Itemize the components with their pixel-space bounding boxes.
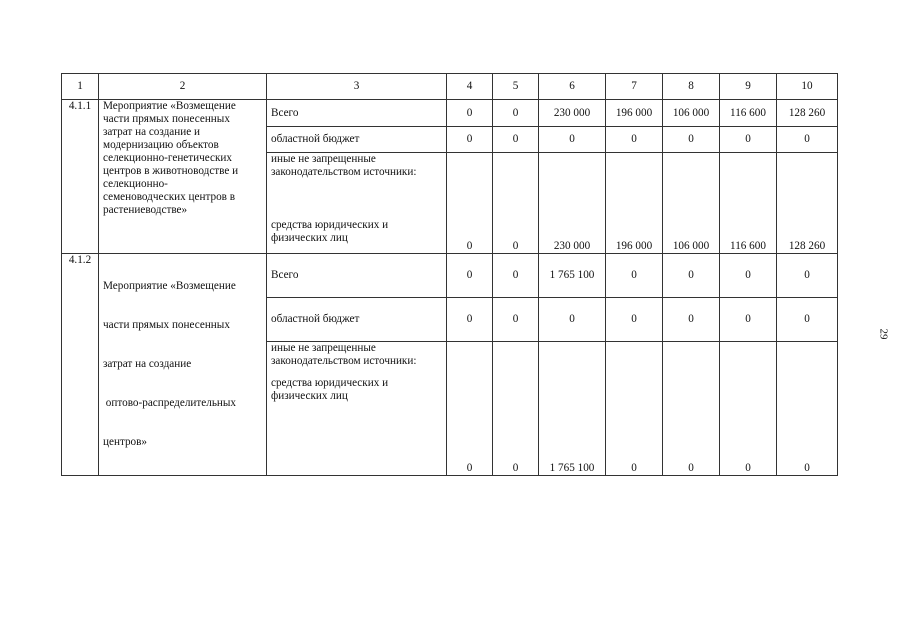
header-cell: 3 — [267, 74, 447, 100]
desc-line: центров в животноводстве и — [103, 165, 239, 177]
header-cell: 10 — [777, 74, 838, 100]
value-cell: 0 — [663, 298, 720, 342]
source-other-line: иные не запрещенные — [271, 342, 376, 355]
desc-line: Мероприятие «Возмещение — [103, 100, 236, 112]
header-cell: 5 — [493, 74, 539, 100]
value-cell: 0 — [777, 127, 838, 153]
source-total: Всего — [267, 100, 447, 127]
value-cell: 106 000 — [663, 153, 720, 254]
header-cell: 9 — [720, 74, 777, 100]
value-cell: 0 — [539, 298, 606, 342]
budget-table — [61, 73, 838, 476]
row-description — [99, 100, 267, 254]
value-cell: 0 — [493, 342, 539, 476]
desc-line: центров» — [103, 436, 148, 448]
desc-line: растениеводстве» — [103, 204, 188, 216]
value-cell: 0 — [777, 254, 838, 298]
value-cell: 0 — [777, 342, 838, 476]
value-cell: 0 — [606, 298, 663, 342]
row-description — [99, 254, 267, 476]
header-cell: 4 — [447, 74, 493, 100]
page-number: 29 — [877, 328, 890, 340]
table-row — [62, 254, 838, 298]
value-cell: 0 — [606, 254, 663, 298]
value-cell: 1 765 100 — [539, 342, 606, 476]
desc-line: семеноводческих центров в — [103, 191, 236, 203]
source-other-line: иные не запрещенные — [271, 153, 376, 165]
value-cell: 0 — [720, 342, 777, 476]
desc-line: модернизацию объектов — [103, 139, 219, 151]
value-cell: 0 — [777, 298, 838, 342]
value-cell: 116 600 — [720, 153, 777, 254]
header-cell: 6 — [539, 74, 606, 100]
source-regional: областной бюджет — [267, 127, 447, 153]
value-cell: 0 — [720, 298, 777, 342]
value-cell: 0 — [447, 342, 493, 476]
source-other — [267, 342, 447, 476]
value-cell: 106 000 — [663, 100, 720, 127]
desc-line: затрат на создание и — [103, 126, 200, 138]
value-cell: 0 — [720, 127, 777, 153]
value-cell: 128 260 — [777, 100, 838, 127]
value-cell: 128 260 — [777, 153, 838, 254]
value-cell: 0 — [606, 342, 663, 476]
desc-line: части прямых понесенных — [103, 319, 230, 331]
header-cell: 2 — [99, 74, 267, 100]
source-other-line: законодательством источники: — [271, 355, 417, 368]
desc-line: затрат на создание — [103, 358, 192, 370]
value-cell: 0 — [539, 127, 606, 153]
desc-line: селекционно-генетических — [103, 152, 233, 164]
header-cell: 8 — [663, 74, 720, 100]
value-cell: 0 — [447, 153, 493, 254]
value-cell: 1 765 100 — [539, 254, 606, 298]
value-cell: 0 — [663, 127, 720, 153]
header-cell: 1 — [62, 74, 99, 100]
value-cell: 196 000 — [606, 100, 663, 127]
source-legal-line: физических лиц — [271, 232, 348, 244]
value-cell: 0 — [447, 127, 493, 153]
value-cell: 0 — [663, 342, 720, 476]
value-cell: 0 — [493, 153, 539, 254]
value-cell: 0 — [663, 254, 720, 298]
desc-line: Мероприятие «Возмещение — [103, 280, 236, 292]
value-cell: 196 000 — [606, 153, 663, 254]
value-cell: 116 600 — [720, 100, 777, 127]
source-legal-line: физических лиц — [271, 390, 348, 403]
header-cell: 7 — [606, 74, 663, 100]
desc-line: селекционно- — [103, 178, 168, 190]
value-cell: 0 — [493, 254, 539, 298]
header-row — [62, 74, 838, 100]
value-cell: 0 — [720, 254, 777, 298]
value-cell: 0 — [493, 298, 539, 342]
row-code: 4.1.2 — [62, 254, 99, 476]
value-cell: 0 — [447, 254, 493, 298]
row-code: 4.1.1 — [62, 100, 99, 254]
source-legal-line: средства юридических и — [271, 219, 389, 231]
value-cell: 230 000 — [539, 153, 606, 254]
desc-line: оптово-распределительных — [103, 397, 237, 409]
source-other-line: законодательством источники: — [271, 166, 417, 178]
value-cell: 0 — [447, 100, 493, 127]
value-cell: 0 — [447, 298, 493, 342]
value-cell: 0 — [606, 127, 663, 153]
value-cell: 0 — [493, 127, 539, 153]
value-cell: 0 — [493, 100, 539, 127]
source-legal-line: средства юридических и — [271, 377, 389, 390]
desc-line: части прямых понесенных — [103, 113, 230, 125]
source-other — [267, 153, 447, 254]
table-row — [62, 100, 838, 127]
source-total: Всего — [267, 254, 447, 298]
source-regional: областной бюджет — [267, 298, 447, 342]
value-cell: 230 000 — [539, 100, 606, 127]
